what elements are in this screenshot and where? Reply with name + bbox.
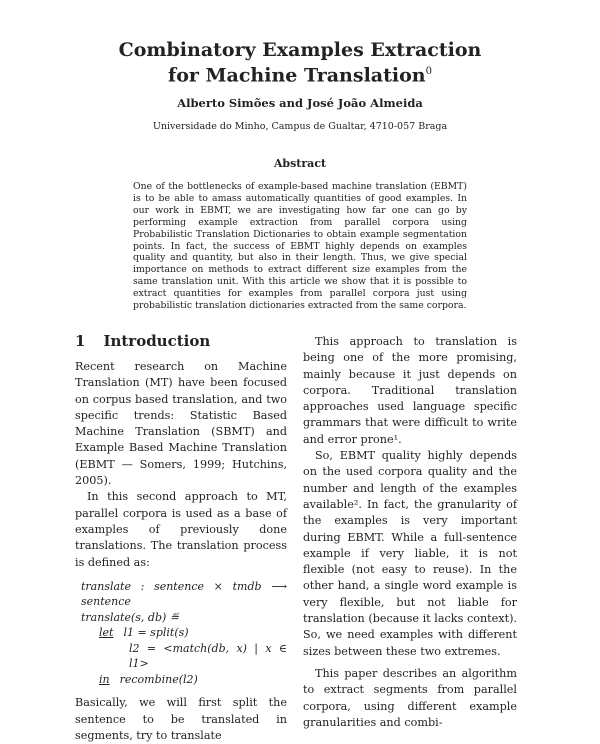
right-column xyxy=(303,334,517,731)
abstract-heading: Abstract xyxy=(273,157,327,170)
keyword-in: in xyxy=(99,672,110,686)
math-line: translate : sentence × tmdb ⟶ sentence xyxy=(81,579,287,609)
paragraph: In this second approach to MT, parallel corpora is used as a base of examples of previously done translations. The translation process is defined as: xyxy=(75,490,287,569)
title-line-1: Combinatory Examples Extraction xyxy=(118,39,482,61)
title-line-2: for Machine Translation$^0$ xyxy=(168,64,432,87)
paragraph: So, EBMT quality highly depends on the used corpora quality and the number and length of the examples available². In fact, the granularity of the examples is very important during EBMT. While a full-sentence example if very liable, it is not flexible (not easy to reuse). In the other hand, a single word example is very flexible, but not liable for translation (because it lacks context). So, we need examples with different sizes between these two extremes. xyxy=(303,449,517,658)
math-line: l2 = <match(db, x) | x ∈ l1> xyxy=(129,641,287,671)
section-heading xyxy=(75,332,228,350)
math-line xyxy=(81,625,287,641)
affiliation: Universidade do Minho, Campus de Gualtar, 4710-057 Braga xyxy=(152,121,448,132)
title-footnote-mark: 0 xyxy=(425,66,432,77)
section-title: Introduction xyxy=(103,332,211,350)
paragraph: Recent research on Machine Translation (MT) have been focused on corpus based translation, and two specific trends: Statistic Based Machine Translation (SBMT) and Example Based Machine Translation (EBMT — Somers, 1999; Hutchins, 2005). xyxy=(75,360,287,488)
math-line xyxy=(81,672,287,688)
abstract-text: One of the bottlenecks of example-based machine translation (EBMT) is to be able to amass automatically quantities of good examples. In our work in EBMT, we are investigating how far one can go by performing example extraction from parallel corpora using Probabilistic Translation Dictionaries to obtain example segmentation points. In fact, the success of EBMT highly depends on examples quality and quantity, but also in their length. Thus, we give special importance on methods to extract different size examples from the same translation unit. With this article we show that it is possible to extract quantities for examples from parallel corpora just using probabilistic translation dictionaries extracted from the same corpora. xyxy=(133,181,467,312)
translation-definition xyxy=(81,579,287,688)
math-line: translate(s, db) ≝ xyxy=(81,610,179,624)
math-expr: l1 = split(s) xyxy=(123,626,189,640)
paragraph: This paper describes an algorithm to extract segments from parallel corpora, using different example granularities and combi- xyxy=(303,666,517,729)
section-number: 1 xyxy=(75,332,86,350)
paragraph: This approach to translation is being one of the more promising, mainly because it just depends on corpora. Traditional translation approaches used language specific grammars that were difficult to write and error prone¹. xyxy=(303,335,517,446)
paper-title xyxy=(0,40,600,86)
math-expr: recombine(l2) xyxy=(119,672,198,686)
paragraph: Basically, we will first split the sentence to be translated in segments, try to translate xyxy=(75,696,287,742)
keyword-let: let xyxy=(99,626,114,640)
authors: Alberto Simões and José João Almeida xyxy=(177,96,423,110)
left-column xyxy=(75,359,287,744)
